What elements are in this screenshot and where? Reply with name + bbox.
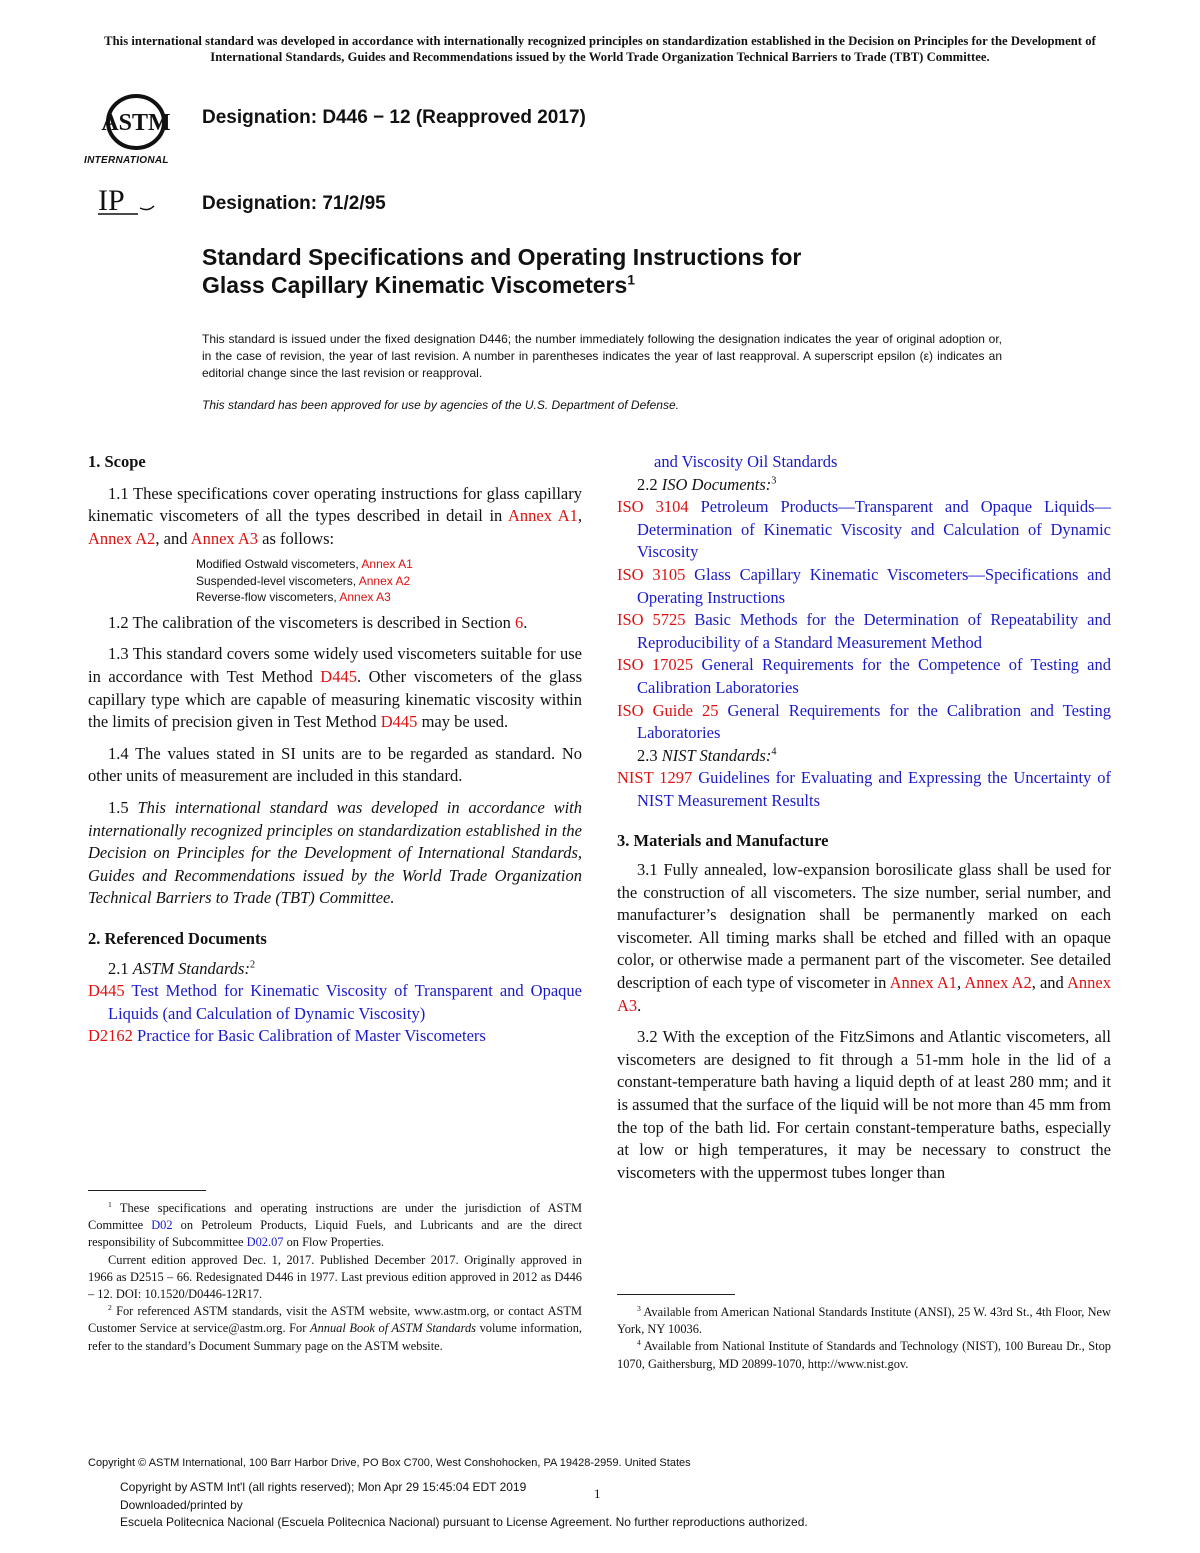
ref-iso-5725 <box>617 609 1111 654</box>
document-title <box>202 243 801 299</box>
footnote-2: $^2$ For referenced ASTM standards, visit the ASTM website, www.astm.org, or contact ASTM Customer Service at service@astm.org. For Annual Book of ASTM Standards volume information, refer to the standard’s Document Summary page on the ASTM website. <box>88 1303 582 1353</box>
license-stamp <box>120 1479 808 1532</box>
svg-text:ASTM: ASTM <box>101 110 171 136</box>
ref-d445 <box>88 980 582 1025</box>
link-annex-a1[interactable]: Annex A1 <box>508 506 578 526</box>
link-annex-a3[interactable]: Annex A3 <box>617 973 1112 1015</box>
link-d445[interactable]: D445 <box>320 667 357 687</box>
link-d445[interactable]: D445 <box>380 712 418 732</box>
footnotes-left <box>88 1200 582 1355</box>
link-iso-17025[interactable]: ISO 17025 <box>617 655 694 675</box>
ref-d2162-continued <box>617 451 1111 474</box>
footnote-1-edition: Current edition approved Dec. 1, 2017. Published December 2017. Originally approved in 1966 as D2515 – 66. Redesignated D446 in 1977. Last previous edition approved in 2012 as D446 – 12. DOI: 10.1520/D0446-12R17. <box>88 1252 582 1302</box>
license-line-2: Downloaded/printed by <box>120 1497 243 1512</box>
right-column <box>617 451 1111 1184</box>
ref-d445-title[interactable]: Test Method for Kinematic Viscosity of Transparent and Opaque Liquids (and Calculation of Dynamic Viscosity) <box>108 981 582 1023</box>
ref-d2162-title[interactable]: Practice for Basic Calibration of Master Viscometers <box>132 1026 486 1046</box>
footnote-rule-left <box>88 1190 206 1191</box>
astm-logo-text: INTERNATIONAL <box>84 155 169 166</box>
footnote-1: $^1$ These specifications and operating instructions are under the jurisdiction of ASTM Committee D02 on Petroleum Products, Liquid Fuels, and Lubricants and are the direct responsibility of Subcommittee D02.07 on Flow Properties. <box>88 1199 582 1250</box>
link-d2162[interactable]: D2162 <box>88 1026 133 1046</box>
para-2-1: 2.1 ASTM Standards:$^2$ <box>108 958 256 978</box>
ip-logo-icon <box>94 184 164 224</box>
para-3-1: 3.1 Fully annealed, low-expansion borosilicate glass shall be used for the construction of all viscometers. The size number, serial number, and manufacturer’s designation shall be permanently marked on each viscometer. All timing marks shall be etched and filled with an opaque color, or otherwise made a permanent part of the viscometer. See detailed description of each type of viscometer in Annex A1, Annex A2, and Annex A3. <box>617 860 1112 1015</box>
link-d02-07[interactable]: D02.07 <box>246 1235 284 1250</box>
link-annex-a1[interactable]: Annex A1 <box>361 557 413 572</box>
ref-iso-guide-25-title[interactable]: General Requirements for the Calibration and Testing Laboratories <box>637 700 1111 743</box>
ref-nist-1297-title[interactable]: Guidelines for Evaluating and Expressing the Uncertainty of NIST Measurement Results <box>637 768 1111 810</box>
astm-designation: Designation: D446 − 12 (Reapproved 2017) <box>202 107 586 128</box>
svg-text:IP: IP <box>98 184 125 217</box>
link-iso-5725[interactable]: ISO 5725 <box>617 610 686 630</box>
footnote-4: $^4$ Available from National Institute of Standards and Technology (NIST), 100 Bureau Dr., Stop 1070, Gaithersburg, MD 20899-1070, http://www.nist.gov. <box>617 1338 1111 1371</box>
ref-iso-3105 <box>617 564 1111 609</box>
title-line-2: Glass Capillary Kinematic Viscometers$^1$ <box>202 271 636 298</box>
para-1-3: 1.3 This standard covers some widely used viscometers suitable for use in accordance with Test Method D445. Other viscometers of the glass capillary type which are capable of measuring kinematic viscosity within the limits of precision given in Test Method D445 may be used. <box>88 644 582 732</box>
tbt-notice: This international standard was developed in accordance with internationally recognized principles on standardization established in the Decision on Principles for the Development of International Standards, Guides and Recommendations issued by the World Trade Organization Technical Barriers to Trade (TBT) Committee. <box>104 34 1096 64</box>
link-annex-a2[interactable]: Annex A2 <box>964 973 1032 993</box>
footnote-3: $^3$ Available from American National Standards Institute (ANSI), 25 W. 43rd St., 4th Floor, New York, NY 10036. <box>617 1303 1111 1337</box>
link-d445[interactable]: D445 <box>88 981 125 1001</box>
link-annex-a2[interactable]: Annex A2 <box>88 528 156 548</box>
list-item: Reverse-flow viscometers, Annex A3 <box>196 590 391 605</box>
link-annex-a1[interactable]: Annex A1 <box>889 973 957 993</box>
para-1-2: 1.2 The calibration of the viscometers is described in Section 6. <box>108 612 528 632</box>
para-2-2: 2.2 ISO Documents:$^3$ <box>637 474 777 494</box>
ref-iso-guide-25 <box>617 700 1111 745</box>
ref-iso-5725-title[interactable]: Basic Methods for the Determination of Repeatability and Reproducibility of a Standard Measurement Method <box>637 610 1111 652</box>
section-2-heading: 2. Referenced Documents <box>88 929 267 948</box>
title-footnote-mark: 1 <box>627 271 636 288</box>
title-line-1: Standard Specifications and Operating Instructions for <box>202 244 802 270</box>
link-annex-a3[interactable]: Annex A3 <box>339 590 391 605</box>
viscometer-type-list <box>196 556 582 606</box>
ref-d2162-title-cont[interactable]: and Viscosity Oil Standards <box>654 452 838 471</box>
section-3-heading: 3. Materials and Manufacture <box>617 830 829 850</box>
issuance-paragraph: This standard is issued under the fixed designation D446; the number immediately following the designation indicates the year of original adoption or, in the case of revision, the year of last revision. A number in parentheses indicates the year of last reapproval. A superscript epsilon (ε) indicates an editorial change since the last revision or reapproval. <box>202 332 1002 380</box>
para-1-5: 1.5 This international standard was developed in accordance with internationally recognized principles on standardization established in the Decision on Principles for the Development of International Standards, Guides and Recommendations issued by the World Trade Organization Technical Barriers to Trade (TBT) Committee. <box>88 798 583 908</box>
ref-iso-3104-title[interactable]: Petroleum Products—Transparent and Opaque Liquids—Determination of Kinematic Viscosity and Calculation of Dynamic Viscosity <box>637 497 1112 562</box>
link-annex-a2[interactable]: Annex A2 <box>358 573 411 588</box>
ref-d2162 <box>88 1025 582 1048</box>
ip-logo <box>94 184 164 224</box>
link-section-6[interactable]: 6 <box>515 612 524 632</box>
link-iso-3104[interactable]: ISO 3104 <box>617 497 689 517</box>
footnote-rule-right <box>617 1294 735 1295</box>
footnotes-right <box>617 1304 1111 1373</box>
list-item: Suspended-level viscometers, Annex A2 <box>196 573 411 588</box>
astm-logo <box>84 92 188 168</box>
ip-designation: Designation: 71/2/95 <box>202 193 386 214</box>
copyright-notice: Copyright © ASTM International, 100 Barr Harbor Drive, PO Box C700, West Conshohocken, PA 19428-2959. United States <box>88 1457 691 1469</box>
para-1-1: 1.1 These specifications cover operating instructions for glass capillary kinematic viscometers of all the types described in detail in Annex A1, Annex A2, and Annex A3 as follows: <box>88 483 582 548</box>
page-number: 1 <box>594 1486 601 1501</box>
list-item: Modified Ostwald viscometers, Annex A1 <box>196 557 413 572</box>
section-1-heading: 1. Scope <box>88 452 146 471</box>
link-annex-a3[interactable]: Annex A3 <box>190 528 259 548</box>
left-column <box>88 451 582 1048</box>
link-iso-3105[interactable]: ISO 3105 <box>617 564 686 584</box>
para-1-4: 1.4 The values stated in SI units are to be regarded as standard. No other units of measurement are included in this standard. <box>88 743 582 786</box>
link-d02[interactable]: D02 <box>151 1218 173 1233</box>
ref-iso-17025 <box>617 654 1111 699</box>
ref-iso-17025-title[interactable]: General Requirements for the Competence of Testing and Calibration Laboratories <box>637 655 1111 697</box>
ref-iso-3105-title[interactable]: Glass Capillary Kinematic Viscometers—Specifications and Operating Instructions <box>637 564 1111 607</box>
license-line-3: Escuela Politecnica Nacional (Escuela Politecnica Nacional) pursuant to License Agreement. No further reproductions authorized. <box>120 1515 808 1529</box>
ref-iso-3104 <box>617 496 1111 564</box>
dod-approval: This standard has been approved for use by agencies of the U.S. Department of Defense. <box>202 398 679 412</box>
link-nist-1297[interactable]: NIST 1297 <box>617 768 693 788</box>
para-3-2: 3.2 With the exception of the FitzSimons and Atlantic viscometers, all viscometers are designed to fit through a 51-mm hole in the lid of a constant-temperature bath having a liquid depth of at least 280 mm; and it is assumed that the surface of the liquid will be not more than 45 mm from the top of the bath lid. For certain constant-temperature baths, especially at low or high temperatures, it may be necessary to construct the viscometers with the uppermost tubes longer than <box>617 1027 1111 1182</box>
ref-nist-1297 <box>617 767 1111 812</box>
link-iso-guide-25[interactable]: ISO Guide 25 <box>617 700 719 720</box>
para-2-3: 2.3 NIST Standards:$^4$ <box>637 745 777 765</box>
license-line-1: Copyright by ASTM Int'l (all rights reserved); Mon Apr 29 15:45:04 EDT 2019 <box>120 1480 527 1494</box>
